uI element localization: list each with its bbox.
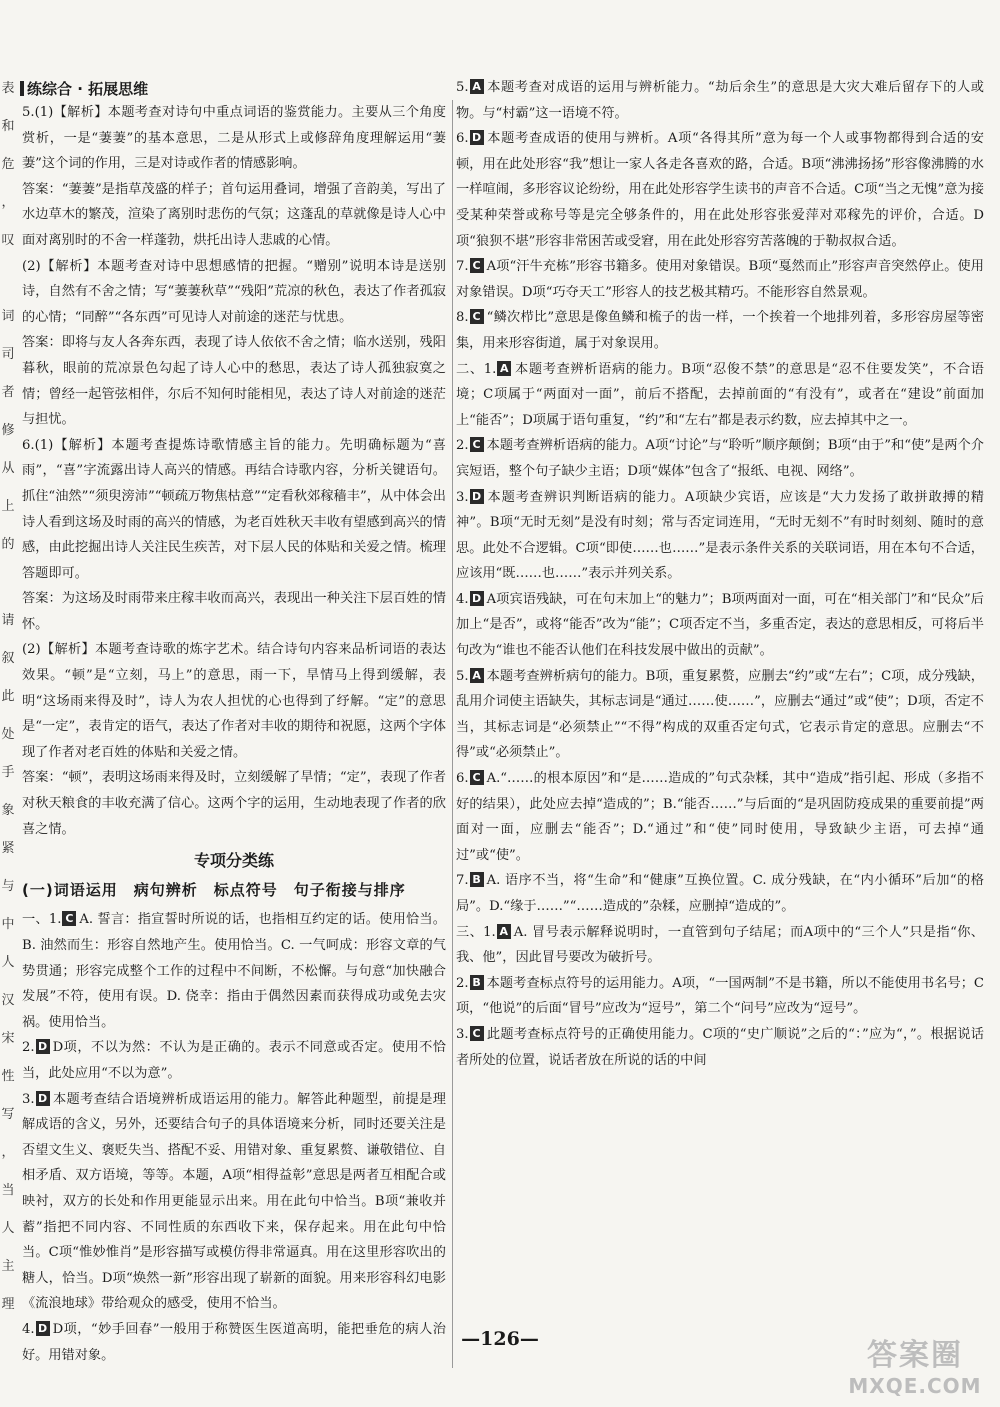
analysis-paragraph: 6.(1)【解析】本题考查提炼诗歌情感主旨的能力。先明确标题为“喜雨”，“喜”字流露出诗人高兴的情感。再结合诗歌内容，分析关键语句。抓住“油然”“须臾滂沛”“顿疏万物焦枯意”“定看秋郊稼穑丰”，从中体会出诗人看到这场及时雨的高兴的情感，为老百姓秋天丰收有望感到高兴的情感，由此挖掘出诗人关注民生疾苦，对下层人民的体贴和关爱之情。梳理答题即可。 [22,437,446,581]
margin-char: 和 [1,119,15,134]
analysis-paragraph: (2)【解析】本题考查对诗中思想感情的把握。“赠别”说明本诗是送别诗，自然有不舍之情；写“萋萋秋草”“残阳”荒凉的秋色，表达了作者孤寂的心情；“同醉”“各东西”可见诗人对前途的迷茫与忧患。 [22,258,446,325]
margin-char: 人 [1,955,15,970]
page-header [20,78,148,99]
margin-char: ， [1,195,15,210]
item-number: 8. [456,310,469,326]
item-number: 3. [456,1026,469,1042]
left-column [22,100,453,1368]
analysis-paragraph: 答案：“萋萋”是指草茂盛的样子；首句运用叠词，增强了音韵美，写出了水边草木的繁茂，渲染了离别时悲伤的气氛；这蓬乱的草就像是诗人心中面对离别时的不舍一样蓬勃，烘托出诗人悲戚的心情。 [22,181,446,248]
item-text: A项“汗牛充栋”形容书籍多。使用对象错误。B项“戛然而止”形容声音突然停止。使用对象错误。D项“巧夺天工”形容人的技艺极其精巧。不能形容自然景观。 [456,259,984,300]
answer-item [456,357,984,434]
margin-char: 理 [1,1297,15,1312]
item-number: 5. [456,668,469,684]
answer-choice-badge: D [470,130,484,145]
answer-choice-badge: A [470,79,484,94]
answer-choice-badge: C [470,258,484,273]
item-text: A. 誓言：指宣誓时所说的话，也指相互约定的话。使用恰当。B. 油然而生：形容自然地产生。使用恰当。C. 一气呵成：形容文章的气势贯通；形容完成整个工作的过程中不间断，不松懈。与句意“加快融合发展”不符，使用有误。D. 侥幸：指由于偶然因素而获得成功或免去灾祸。使用恰当。 [22,912,446,1030]
answer-item [456,971,984,1022]
watermark-line2: MXQE.COM [848,1374,982,1398]
answer-item [456,920,984,971]
margin-char: 宋 [1,1031,15,1046]
item-number: 4. [22,1321,35,1337]
margin-char: 汉 [1,993,15,1008]
margin-char: 当 [1,1183,15,1198]
watermark-line1: 答案圈 [867,1338,963,1373]
item-text: 本题考查辨析语病的能力。B项“忍俊不禁”的意思是“忍不住要发笑”，不合语境；C项属于“两面对一面”，前后不搭配，去掉前面的“有没有”，或者在“建设”前面加上“能否”；D项属于语句重复，“约”和“左右”都是表示约数，应去掉其中之一。 [456,361,984,428]
header-title: 练综合 · 拓展思维 [27,80,149,98]
margin-char [0,564,16,602]
margin-char: 此 [1,689,15,704]
item-number: 3. [22,1091,35,1107]
answer-choice-badge: C [470,437,484,452]
margin-char: 叙 [1,651,15,666]
margin-char: 紧 [1,841,15,856]
margin-char: 者 [1,385,15,400]
answer-item [456,485,984,587]
answer-item [456,664,984,766]
item-number: 6. [456,771,469,787]
item-number: 一、1. [22,912,62,928]
item-number: 2. [22,1040,35,1056]
item-number: 三、1. [456,924,496,940]
answer-choice-badge: D [36,1321,50,1336]
item-text: 本题考查标点符号的运用能力。A项，“一国两制”不是书籍，所以不能使用书名号；C项，“他说”的后面“冒号”应改为“逗号”，第二个“问号”应改为“逗号”。 [456,975,984,1017]
answer-choice-badge: B [470,872,484,887]
item-number: 7. [456,873,469,889]
item-text: 本题考查辨析语病的能力。A项“讨论”与“聆听”顺序颠倒；B项“由于”和“使”是两个介宾短语，整个句子缺少主语；D项“媒体”包含了“报纸、电视、网络”。 [456,438,984,479]
answer-choice-badge: C [470,1026,484,1041]
answer-choice-badge: C [470,770,484,785]
answer-choice-badge: D [470,591,484,606]
analysis-paragraph: 5.(1)【解析】本题考查对诗句中重点词语的鉴赏能力。主要从三个角度赏析，一是“萋萋”的基本意思，二是从形式上或修辞角度理解运用“萋萋”这个词的作用，三是对诗或作者的情感影响。 [22,105,446,172]
margin-char: 象 [1,803,15,818]
margin-char: 写 [1,1107,15,1122]
answer-choice-badge: D [36,1091,50,1106]
margin-char: 司 [1,347,15,362]
item-number: 2. [456,975,469,991]
answer-item [456,587,984,664]
answer-item [456,1022,984,1073]
answer-item [456,126,984,254]
right-answer-list [456,75,984,1073]
margin-char: 词 [1,309,15,324]
analysis-paragraph: 答案：“顿”，表明这场雨来得及时，立刻缓解了旱情；“定”，表现了作者对秋天粮食的丰收充满了信心。这两个字的运用，生动地表现了作者的欣喜之情。 [22,770,446,837]
left-margin-strip [0,70,16,1360]
item-number: 二、1. [456,361,497,377]
item-text: A. 冒号表示解释说明时，一直管到句子结尾；而A项中的“三个人”只是指“你、我、他”，因此冒号要改为破折号。 [456,924,984,966]
answer-choice-badge: A [470,668,484,683]
margin-char: 上 [1,499,15,514]
answer-item [456,305,984,356]
answer-item [456,433,984,484]
margin-char: 中 [1,917,15,932]
margin-char [0,260,16,298]
answer-choice-badge: A [497,924,511,939]
item-text: D项，“妙手回春”一般用于称赞医生医道高明，能把垂危的病人治好。用错对象。 [22,1321,446,1363]
analysis-paragraph: (2)【解析】本题考查诗歌的炼字艺术。结合诗句内容来品析词语的表达效果。“顿”是“立刻，马上”的意思，雨一下，旱情马上得到缓解，表明“这场雨来得及时”，诗人为农人担忧的心也得到了纾解。“定”的意思是“一定”，表肯定的语气，表达了作者对丰收的期待和祝愿，这两个字体现了作者对老百姓的体贴和关爱之情。 [22,642,446,760]
margin-char: 请 [1,613,15,628]
item-text: “鳞次栉比”意思是像鱼鳞和梳子的齿一样，一个挨着一个地排列着，多形容房屋等密集，用来形容街道，属于对象误用。 [456,310,984,351]
margin-char: 性 [1,1069,15,1084]
margin-char: 从 [1,461,15,476]
item-text: 本题考查对成语的运用与辨析能力。“劫后余生”的意思是大灾大难后留存下的人或物。与“村霸”这一语境不符。 [456,80,984,121]
item-text: A. 语序不当，将“生命”和“健康”互换位置。C. 成分残缺，在“内小循环”后加“的格局”。D.“缘于……”“……造成的”杂糅，应删掉“造成的”。 [456,873,984,914]
answer-item [22,907,446,1035]
answer-choice-badge: C [470,309,484,324]
margin-char: 危 [1,157,15,172]
margin-char: 的 [1,537,15,552]
item-number: 3. [456,489,469,505]
answer-choice-badge: C [62,911,76,926]
answer-item [456,868,984,919]
right-column [456,75,984,1073]
answer-choice-badge: D [36,1039,50,1054]
item-text: D项，不以为然：不认为是正确的。表示不同意或否定。使用不恰当，此处应用“不以为意”。 [22,1040,446,1081]
margin-char: 表 [1,81,15,96]
page-number: —126— [461,1328,539,1350]
margin-char: 与 [1,879,15,894]
answer-choice-badge: D [470,489,484,504]
answer-item [22,1035,446,1086]
header-bar-mark [20,81,24,96]
margin-char: 修 [1,423,15,438]
item-text: 本题考查辨析病句的能力。B项，重复累赘，应删去“约”或“左右”；C项，成分残缺，乱用介词使主语缺失，其标志词是“通过……使……”，应删去“通过”或“使”；D项，否定不当，其标志词是“必须禁止”“不得”构成的双重否定句式，它表示肯定的意思。应删去“不得”或“必须禁止”。 [456,668,984,761]
sub-section-title: (一)词语运用 病句辨析 标点符号 句子衔接与排序 [22,880,406,899]
item-text: 本题考查结合语境辨析成语运用的能力。解答此种题型，前提是理解成语的含义，另外，还要结合句子的具体语境来分析，同时还要关注是否望文生义、褒贬失当、搭配不妥、用错对象、重复累赘、谦敬错位、自相矛盾、双方语境，等等。本题，A项“相得益彰”意思是两者互相配合或映衬，双方的长处和作用更能显示出来。用在此句中恰当。B项“兼收并蓄”指把不同内容、不同性质的东西收下来，保存起来。用在此句中恰当。C项“惟妙惟肖”是形容描写或模仿得非常逼真。用在这里形容吹出的糖人，恰当。D项“焕然一新”形容出现了崭新的面貌。用来形容科幻电影《流浪地球》带给观众的感受，使用不恰当。 [22,1091,446,1312]
item-text: A.“……的根本原因”和“是……造成的”句式杂糅，其中“造成”指引起、形成（多指不好的结果），此处应去掉“造成的”；B.“能否……”与后面的“是巩固防疫成果的重要前提”两面对一面，应删去“能否”；D.“通过”和“使”同时使用，导致缺少主语，可去掉“通过”或“使”。 [456,771,984,863]
answer-choice-badge: B [470,975,484,990]
margin-char: 人 [1,1221,15,1236]
margin-char: 处 [1,727,15,742]
item-number: 5. [456,80,469,95]
section-title: 专项分类练 [193,851,274,871]
watermark-logo [840,1330,990,1400]
item-text: 本题考查辨识判断语病的能力。A项缺少宾语，应该是“大力发扬了敢拼敢搏的精神”。B项“无时无刻”是没有时刻；常与否定词连用，“无时无刻不”有时时刻刻、随时的意思。此处不合逻辑。C项“即使……也……”是表示条件关系的关联词语，用在本句不合适，应该用“既……也……”表示并列关系。 [456,489,984,582]
answer-choice-badge: A [497,361,511,376]
left-analysis-block [22,100,446,842]
margin-char: ， [1,1145,15,1160]
answer-item [22,1087,446,1317]
analysis-paragraph: 答案：即将与友人各奔东西，表现了诗人依依不舍之情；临水送别，残阳暮秋，眼前的荒凉景色勾起了诗人心中的愁思，表达了诗人孤独寂寞之情；曾经一起管弦相伴，尔后不知何时能相见，表达了诗人对前途的迷茫与担忧。 [22,335,446,428]
item-number: 4. [456,591,469,607]
answer-item [456,254,984,305]
answer-item [456,766,984,868]
item-number: 2. [456,438,469,454]
item-text: 本题考查成语的使用与辨析。A项“各得其所”意为每一个人或事物都得到合适的安顿，用在此处形容“我”想让一家人各走各喜欢的路，合适。B项“沸沸扬扬”形容像沸腾的水一样喧闹，多形容议论纷纷，用在此处形容学生读书的声音不合适。C项“当之无愧”意为接受某种荣誉或称号等是完全够条件的，用在此处形容张爱萍对邓稼先的评价，合适。D项“狼狈不堪”形容非常困苦或受窘，用在此处形容穷苦落魄的于勒叔叔合适。 [456,131,984,249]
margin-char: 叹 [1,233,15,248]
margin-char: 手 [1,765,15,780]
item-number: 6. [456,131,469,147]
item-text: A项宾语残缺，可在句末加上“的魅力”；B项两面对一面，可在“相关部门”和“民众”后加上“是否”，或将“能否”改为“能”；C项否定不当，多重否定，表达的意思相反，可将后半句改为“谁也不能否认他们在科技发展中做出的贡献”。 [456,591,984,659]
margin-char: 主 [1,1259,15,1274]
left-answer-list [22,907,446,1368]
analysis-paragraph: 答案：为这场及时雨带来庄稼丰收而高兴，表现出一种关注下层百姓的情怀。 [22,591,446,632]
item-text: 此题考查标点符号的正确使用能力。C项的“史广顺说”之后的“：”应为“，”。根据说话者所处的位置，说话者放在所说的话的中间 [456,1026,984,1068]
item-number: 7. [456,259,469,275]
answer-item [456,75,984,126]
